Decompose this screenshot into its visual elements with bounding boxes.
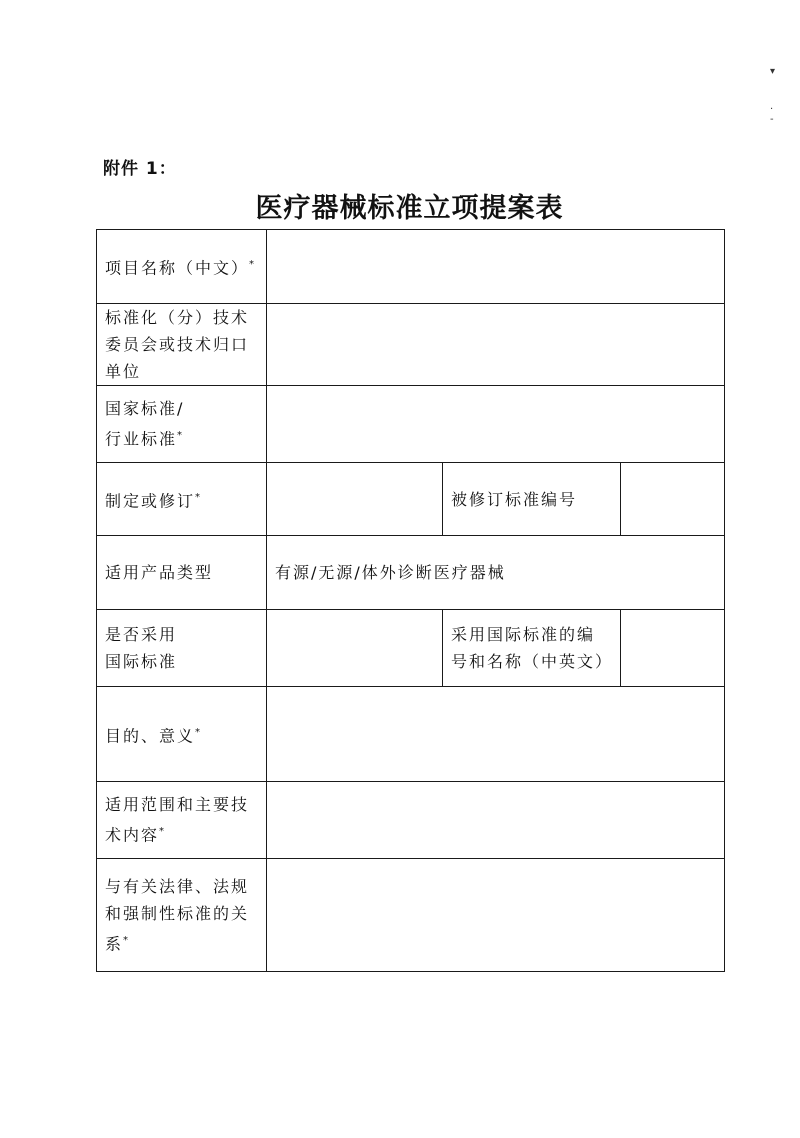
scope-label: 适用范围和主要技 术内容* [97, 782, 267, 859]
table-row [97, 536, 725, 610]
make-or-revise-label: 制定或修订* [97, 463, 267, 536]
product-type-value[interactable]: 有源/无源/体外诊断医疗器械 [267, 536, 725, 610]
scope-field[interactable] [267, 782, 725, 859]
make-or-revise-field[interactable] [267, 463, 443, 536]
table-row [97, 463, 725, 536]
table-row [97, 386, 725, 463]
table-row [97, 304, 725, 386]
project-name-label: 项目名称（中文）* [97, 230, 267, 304]
purpose-label: 目的、意义* [97, 687, 267, 782]
intl-standard-label: 采用国际标准的编 号和名称（中英文） [443, 610, 621, 687]
table-row [97, 687, 725, 782]
product-type-label: 适用产品类型 [97, 536, 267, 610]
revised-standard-number-field[interactable] [621, 463, 725, 536]
relation-label: 与有关法律、法规 和强制性标准的关 系* [97, 859, 267, 972]
table-row [97, 230, 725, 304]
standard-level-label: 国家标准/ 行业标准* [97, 386, 267, 463]
table-row [97, 859, 725, 972]
adopt-intl-field[interactable] [267, 610, 443, 687]
committee-label: 标准化（分）技术委员会或技术归口单位 [97, 304, 267, 386]
table-row [97, 610, 725, 687]
purpose-field[interactable] [267, 687, 725, 782]
adopt-intl-label: 是否采用 国际标准 [97, 610, 267, 687]
proposal-form-table [96, 229, 725, 972]
standard-level-field[interactable] [267, 386, 725, 463]
intl-standard-field[interactable] [621, 610, 725, 687]
page-title: 医疗器械标准立项提案表 [255, 193, 564, 224]
scan-mark: ▾ [770, 66, 776, 77]
project-name-field[interactable] [267, 230, 725, 304]
table-row [97, 782, 725, 859]
scan-mark: · [770, 104, 774, 115]
attachment-label: 附件 1： [103, 159, 177, 179]
committee-field[interactable] [267, 304, 725, 386]
revised-standard-number-label: 被修订标准编号 [443, 463, 621, 536]
relation-field[interactable] [267, 859, 725, 972]
scan-mark: - [770, 114, 774, 125]
